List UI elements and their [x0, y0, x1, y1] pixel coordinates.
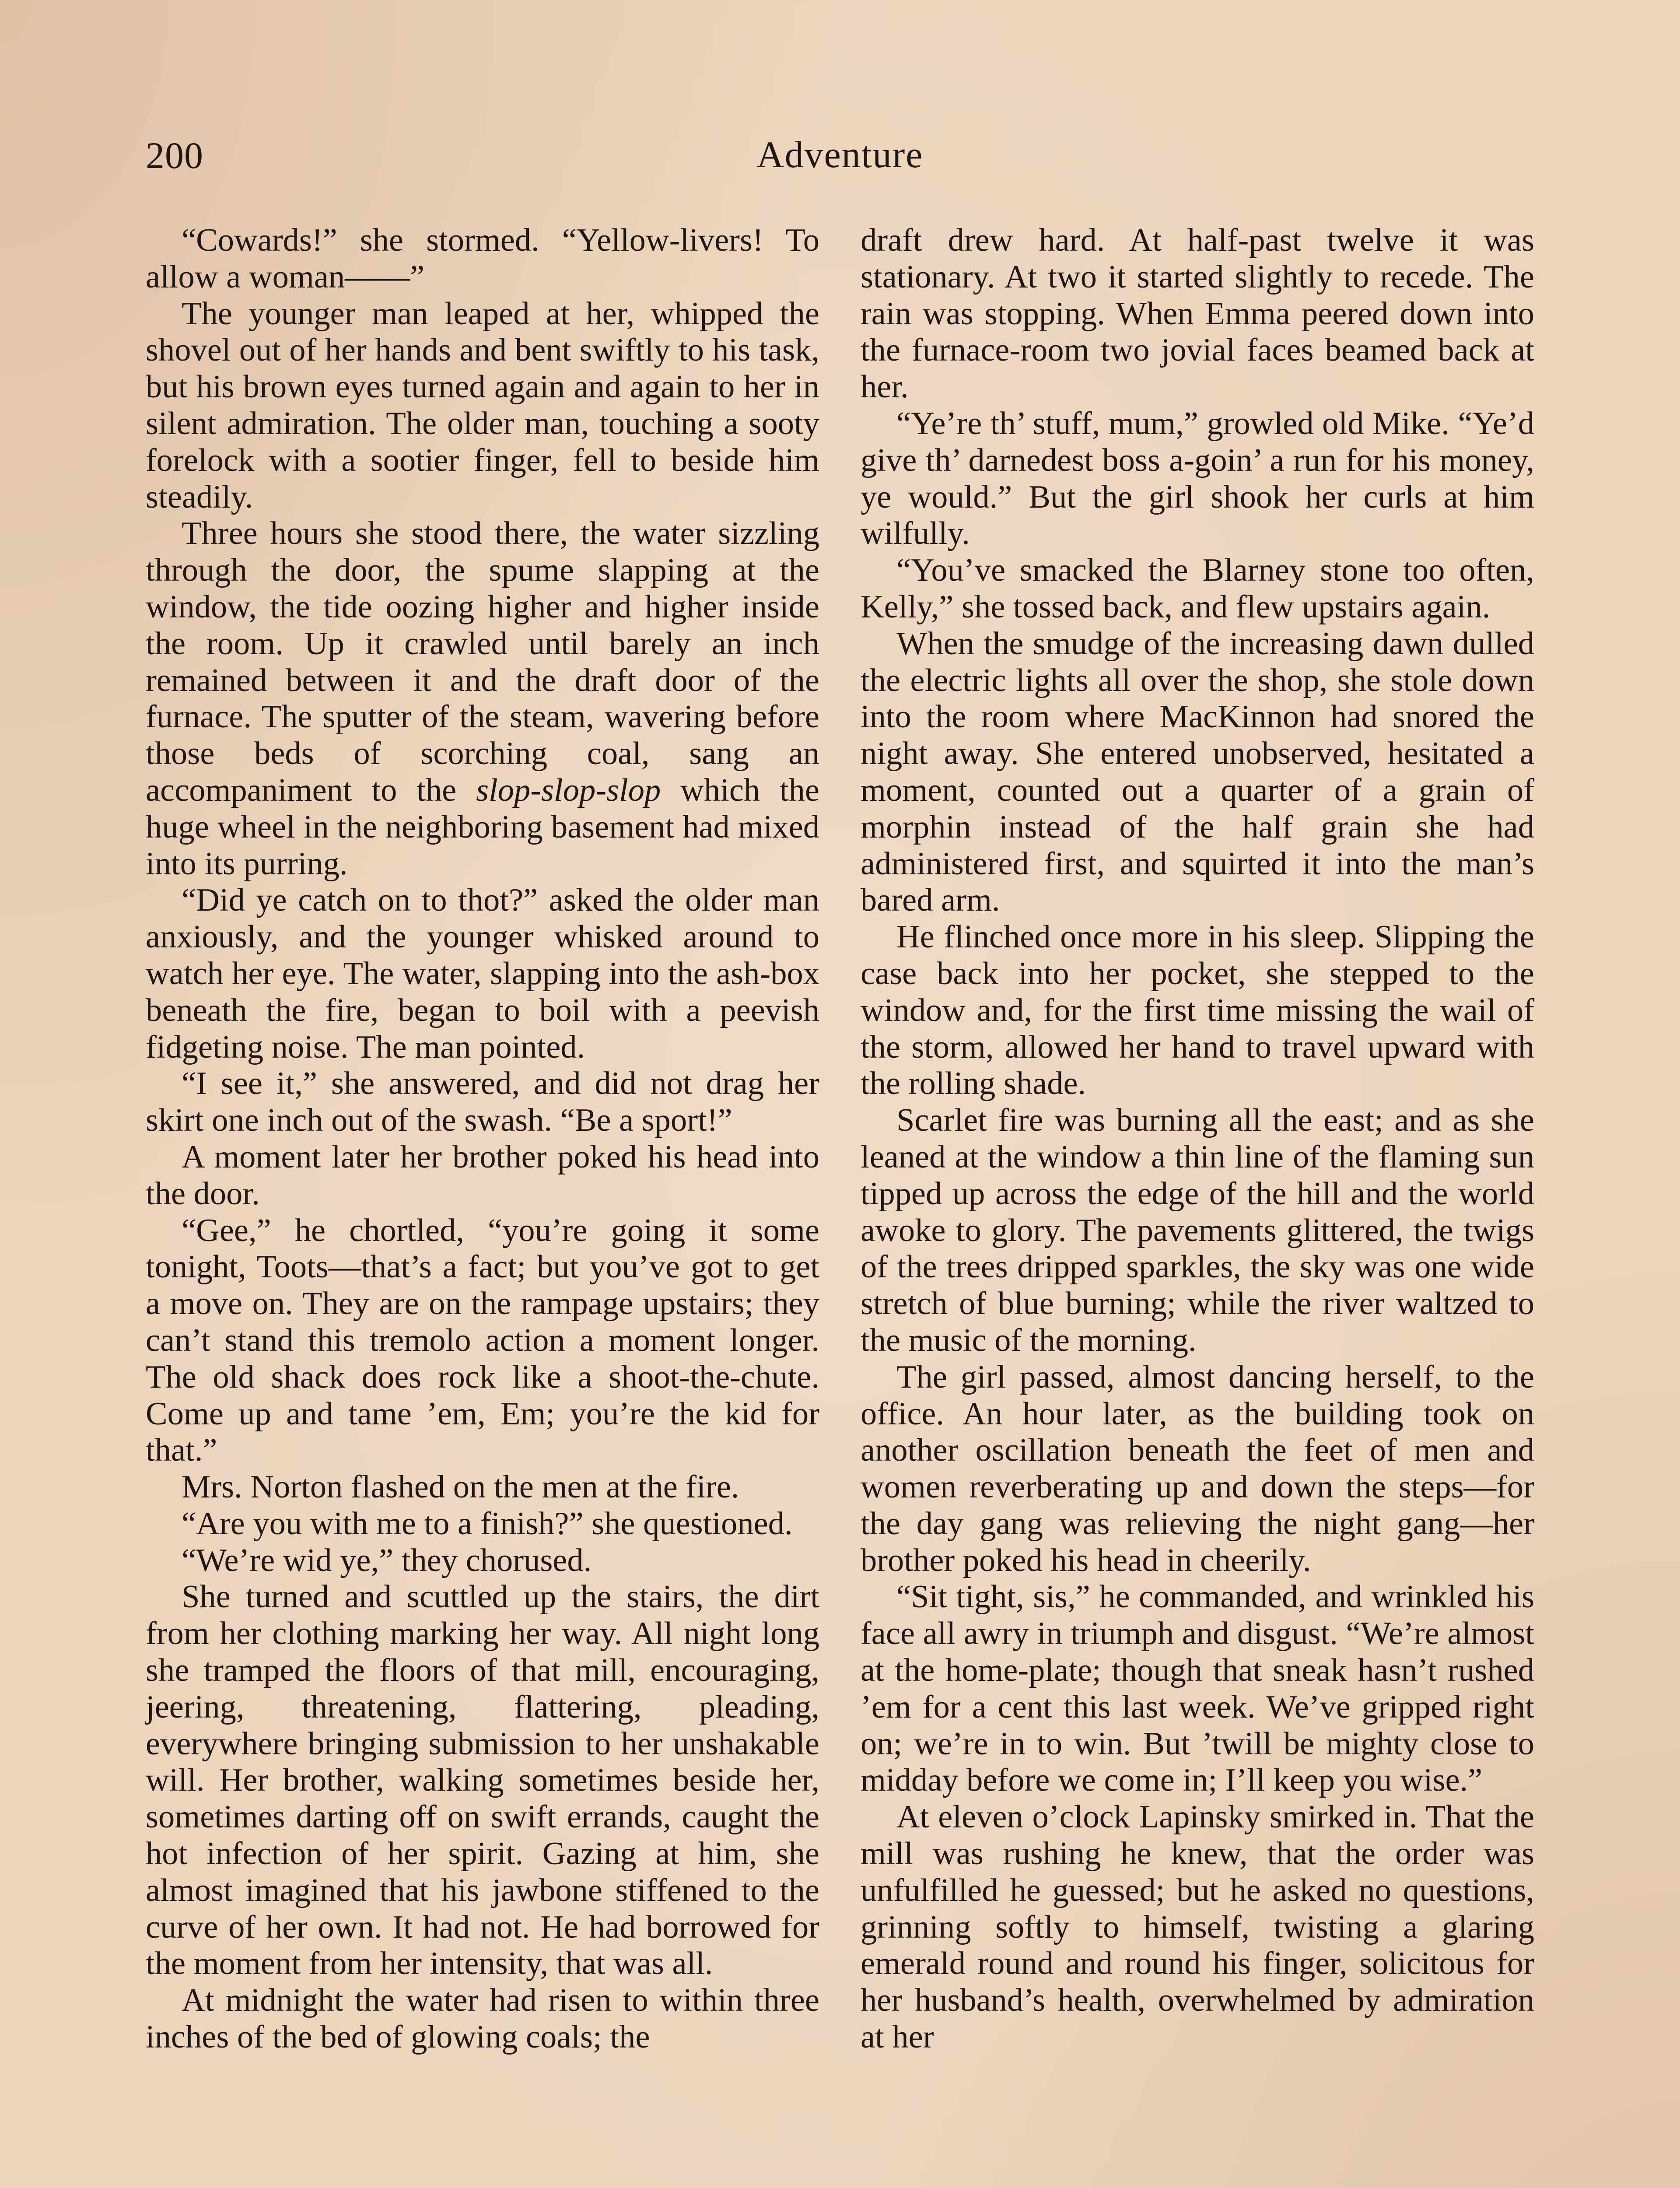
paragraph-text: “Gee,” he chortled, “you’re going it some tonight, Toots—that’s a fact; but you’ve got to get a move on. They are on the rampage upstairs; they can’t stand this tremolo action a moment longer. The old shack does rock like a shoot-the-chute. Come up and tame ’em, Em; you’re the kid for that.” [146, 1212, 819, 1469]
page-number: 200 [146, 134, 203, 176]
paragraph [146, 296, 819, 516]
paragraph-text: At midnight the water had risen to within three inches of the bed of glowing coals; the [146, 1982, 819, 2055]
paragraph [146, 515, 819, 882]
paragraph [146, 1506, 819, 1543]
paragraph-text: which the huge wheel in the neighboring basement had mixed into its purring. [146, 772, 819, 882]
paragraph-text: The girl passed, almost dancing herself, to the office. An hour later, as the building took on another oscillation beneath the feet of men and women reverberating up and down the steps—for the day gang was relieving the night gang—her brother poked his head in cheerily. [861, 1359, 1534, 1578]
paragraph-text: He flinched once more in his sleep. Slipping the case back into her pocket, she stepped to the window and, for the first time missing the wail of the storm, allowed her hand to travel upward with the rolling shade. [861, 919, 1534, 1102]
running-head-title: Adventure [756, 133, 924, 175]
paragraph-text: She turned and scuttled up the stairs, the dirt from her clothing marking her way. All night long she tramped the floors of that mill, encouraging, jeering, threatening, flattering, pleading, everywhere bringing submission to her unshakable will. Her brother, walking sometimes beside her, sometimes darting off on swift errands, caught the hot infection of her spirit. Gazing at him, she almost imagined that his jawbone stiffened to the curve of her own. It had not. He had borrowed for the moment from her intensity, that was all. [146, 1579, 819, 1982]
paragraph-text: draft drew hard. At half-past twelve it was stationary. At two it started slightly to recede. The rain was stopping. When Emma peered down into the furnace-room two jovial faces beamed back at her. [861, 222, 1534, 405]
paragraph [146, 222, 819, 296]
paragraph [146, 1139, 819, 1213]
paragraph [146, 1982, 819, 2056]
paragraph-text: “Are you with me to a finish?” she questioned. [182, 1505, 793, 1542]
paragraph-text: “You’ve smacked the Blarney stone too often, Kelly,” she tossed back, and flew upstairs again. [861, 552, 1534, 625]
paragraph [146, 1066, 819, 1139]
paragraph-text: “Cowards!” she stormed. “Yellow-livers! To allow a woman——” [146, 222, 819, 295]
paragraph [861, 1359, 1534, 1579]
paragraph [146, 882, 819, 1066]
paragraph-text: The younger man leaped at her, whipped the shovel out of her hands and bent swiftly to his task, but his brown eyes turned again and again to her in silent admiration. The older man, touching a sooty forelock with a sootier finger, fell to beside him steadily. [146, 295, 819, 515]
paragraph [146, 1469, 819, 1506]
paragraph [861, 1579, 1534, 1799]
paragraph-text: Scarlet fire was burning all the east; and as she leaned at the window a thin line of the flaming sun tipped up across the edge of the hill and the world awoke to glory. The pavements glittered, the twigs of the trees dripped sparkles, the sky was one wide stretch of blue burning; while the river waltzed to the music of the morning. [861, 1102, 1534, 1358]
right-text-column [861, 222, 1534, 2056]
paragraph [861, 406, 1534, 552]
paragraph-text: Three hours she stood there, the water sizzling through the door, the spume slapping at the window, the tide oozing higher and higher inside the room. Up it crawled until barely an inch remained between it and the draft door of the furnace. The sputter of the steam, wavering before those beds of scorching coal, sang an accompaniment to the [146, 515, 819, 808]
paragraph-text: “We’re wid ye,” they chorused. [182, 1542, 592, 1578]
paragraph-text: A moment later her brother poked his head into the door. [146, 1139, 819, 1212]
paragraph [861, 552, 1534, 626]
paragraph [861, 626, 1534, 919]
paragraph [861, 222, 1534, 406]
paragraph-text: When the smudge of the increasing dawn dulled the electric lights all over the shop, she stole down into the room where MacKinnon had snored the night away. She entered unobserved, hesitated a moment, counted out a quarter of a grain of morphin instead of the half grain she had administered first, and squirted it into the man’s bared arm. [861, 625, 1534, 919]
paragraph [146, 1213, 819, 1469]
paragraph [861, 1799, 1534, 2056]
paragraph-text: “Sit tight, sis,” he commanded, and wrinkled his face all awry in triumph and disgust. “We’re almost at the home-plate; though that sneak hasn’t rushed ’em for a cent this last week. We’ve gripped right on; we’re in to win. But ’twill be mighty close to midday before we come in; I’ll keep you wise.” [861, 1579, 1534, 1799]
paragraph [146, 1543, 819, 1579]
paragraph [146, 1579, 819, 1982]
paragraph-text: “Did ye catch on to thot?” asked the older man anxiously, and the younger whisked around to watch her eye. The water, slapping into the ash-box beneath the fire, began to boil with a peevish fidgeting noise. The man pointed. [146, 882, 819, 1065]
paragraph-text: “I see it,” she answered, and did not drag her skirt one inch out of the swash. “Be a sport!” [146, 1066, 819, 1139]
paragraph [861, 919, 1534, 1102]
paragraph-text: At eleven o’clock Lapinsky smirked in. That the mill was rushing he knew, that the order was unfulfilled he guessed; but he asked no questions, grinning softly to himself, twisting a glaring emerald round and round his finger, solicitous for her husband’s health, overwhelmed by admiration at her [861, 1799, 1534, 2055]
paragraph-text: “Ye’re th’ stuff, mum,” growled old Mike. “Ye’d give th’ darnedest boss a-goin’ a run for his money, ye would.” But the girl shook her curls at him wilfully. [861, 405, 1534, 552]
italic-text: slop-slop-slop [476, 772, 661, 808]
left-text-column [146, 222, 819, 2056]
paragraph-text: Mrs. Norton flashed on the men at the fire. [182, 1469, 739, 1505]
paragraph [861, 1102, 1534, 1359]
